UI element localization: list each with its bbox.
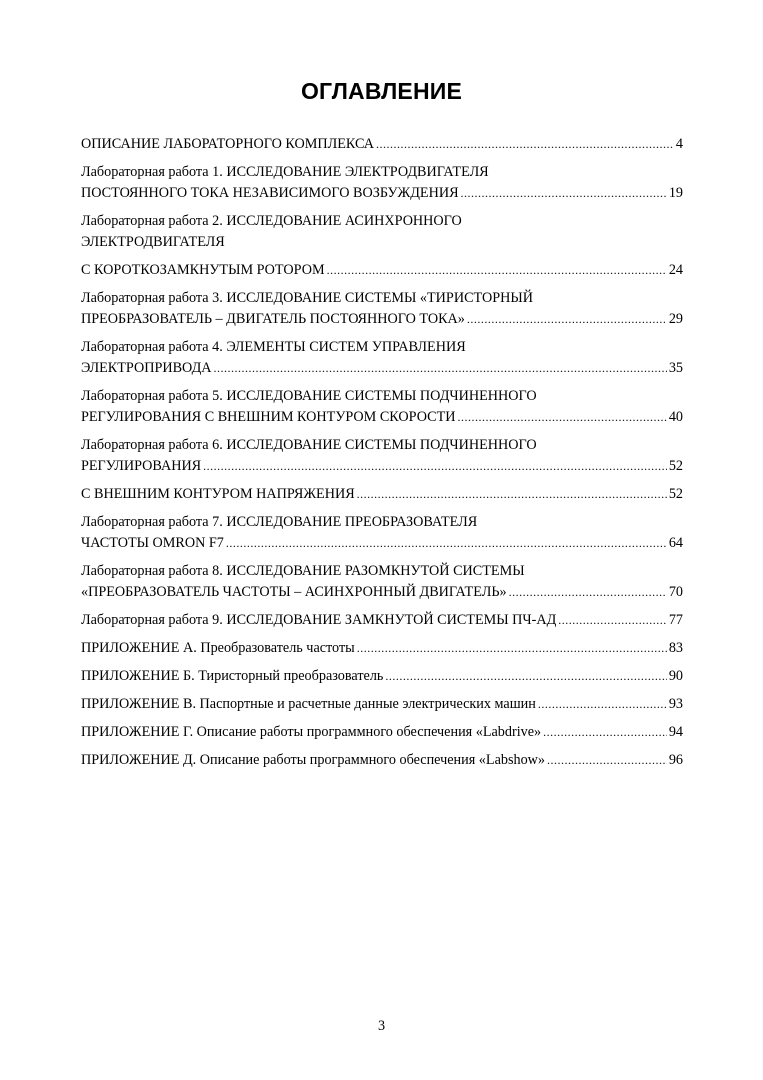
toc-entry[interactable] <box>81 484 683 505</box>
toc-entry-line <box>81 750 683 771</box>
toc-entry-text: Лабораторная работа 9. ИССЛЕДОВАНИЕ ЗАМКНУТОЙ СИСТЕМЫ ПЧ-АД <box>81 612 557 628</box>
toc-entry-line <box>81 484 683 505</box>
toc-entry-line <box>81 638 683 659</box>
page-number: 3 <box>377 1018 386 1034</box>
toc-entry-line <box>81 288 683 309</box>
toc-entry-text: С ВНЕШНИМ КОНТУРОМ НАПРЯЖЕНИЯ <box>81 486 355 502</box>
toc-entry[interactable] <box>81 162 683 204</box>
toc-entry-line <box>81 694 683 715</box>
toc-entry-line <box>81 232 683 253</box>
toc-entry[interactable] <box>81 260 683 281</box>
toc-entry-line <box>81 610 683 631</box>
toc-entry-text: «ПРЕОБРАЗОВАТЕЛЬ ЧАСТОТЫ – АСИНХРОННЫЙ ДВИГАТЕЛЬ» <box>81 584 507 600</box>
toc-entry-line <box>81 386 683 407</box>
dot-leader <box>509 582 667 603</box>
toc-entry-text: ПРИЛОЖЕНИЕ Б. Тиристорный преобразователь <box>81 668 384 684</box>
toc-page-number: 35 <box>668 360 683 376</box>
toc-entry[interactable] <box>81 512 683 554</box>
dot-leader <box>376 134 674 155</box>
toc-page-number: 64 <box>668 535 683 551</box>
toc-entry-text: Лабораторная работа 1. ИССЛЕДОВАНИЕ ЭЛЕКТРОДВИГАТЕЛЯ <box>81 164 489 180</box>
toc-entry-text: ЧАСТОТЫ OMRON F7 <box>81 535 224 551</box>
toc-entry-line <box>81 533 683 554</box>
dot-leader <box>458 407 667 428</box>
toc-entry-text: ПРИЛОЖЕНИЕ А. Преобразователь частоты <box>81 640 355 656</box>
toc-entry-line <box>81 337 683 358</box>
toc-entry-line <box>81 407 683 428</box>
dot-leader <box>327 260 667 281</box>
dot-leader <box>214 358 667 379</box>
toc-page-number: 40 <box>668 409 683 425</box>
toc-entry-text: Лабораторная работа 6. ИССЛЕДОВАНИЕ СИСТЕМЫ ПОДЧИНЕННОГО <box>81 437 537 453</box>
toc-entry-line <box>81 183 683 204</box>
toc-page-number: 4 <box>675 136 683 152</box>
toc-entry-text: Лабораторная работа 8. ИССЛЕДОВАНИЕ РАЗОМКНУТОЙ СИСТЕМЫ <box>81 563 525 579</box>
toc-entry-text: РЕГУЛИРОВАНИЯ <box>81 458 202 474</box>
toc-entry-text: РЕГУЛИРОВАНИЯ С ВНЕШНИМ КОНТУРОМ СКОРОСТИ <box>81 409 456 425</box>
toc-entry[interactable] <box>81 722 683 743</box>
dot-leader <box>203 456 667 477</box>
toc-page-number: 29 <box>668 311 683 327</box>
toc-page-number: 96 <box>668 752 683 768</box>
dot-leader <box>543 722 667 743</box>
toc-entry-line <box>81 358 683 379</box>
toc-entry-text: ЭЛЕКТРОДВИГАТЕЛЯ <box>81 234 225 250</box>
toc-entry-text: ПРИЛОЖЕНИЕ Д. Описание работы программного обеспечения «Labshow» <box>81 752 546 768</box>
dot-leader <box>385 666 666 687</box>
toc-entry-text: ПРИЛОЖЕНИЕ В. Паспортные и расчетные данные электрических машин <box>81 696 536 712</box>
toc-entry-text: ПОСТОЯННОГО ТОКА НЕЗАВИСИМОГО ВОЗБУЖДЕНИЯ <box>81 185 459 201</box>
toc-page-number: 83 <box>668 640 683 656</box>
toc-entry-text: Лабораторная работа 3. ИССЛЕДОВАНИЕ СИСТЕМЫ «ТИРИСТОРНЫЙ <box>81 290 534 306</box>
toc-entry-line <box>81 456 683 477</box>
toc-entry-line <box>81 561 683 582</box>
toc-entry-line <box>81 260 683 281</box>
toc-page-number: 52 <box>668 486 683 502</box>
dot-leader <box>226 533 667 554</box>
toc-entry-line <box>81 582 683 603</box>
toc-entry-line <box>81 435 683 456</box>
toc-entry-text: ОПИСАНИЕ ЛАБОРАТОРНОГО КОМПЛЕКСА <box>81 136 375 152</box>
toc-page-number: 77 <box>668 612 683 628</box>
page-title: ОГЛАВЛЕНИЕ <box>300 78 463 104</box>
toc-entry-text: Лабораторная работа 7. ИССЛЕДОВАНИЕ ПРЕОБРАЗОВАТЕЛЯ <box>81 514 478 530</box>
toc-entry-text: ПРИЛОЖЕНИЕ Г. Описание работы программного обеспечения «Labdrive» <box>81 724 542 740</box>
toc-entry-line <box>81 162 683 183</box>
toc-entry-line <box>81 309 683 330</box>
toc-entry-line <box>81 666 683 687</box>
toc-page-number: 24 <box>668 262 683 278</box>
dot-leader <box>357 484 667 505</box>
toc-entry-line <box>81 512 683 533</box>
toc-entry[interactable] <box>81 666 683 687</box>
toc-entry-text: Лабораторная работа 4. ЭЛЕМЕНТЫ СИСТЕМ УПРАВЛЕНИЯ <box>81 339 466 355</box>
toc-entry[interactable] <box>81 694 683 715</box>
toc-entry[interactable] <box>81 337 683 379</box>
toc-entry[interactable] <box>81 561 683 603</box>
toc-entry[interactable] <box>81 610 683 631</box>
dot-leader <box>461 183 667 204</box>
toc-page-number: 19 <box>668 185 683 201</box>
dot-leader <box>538 694 667 715</box>
toc-entry[interactable] <box>81 638 683 659</box>
dot-leader <box>467 309 667 330</box>
toc-page-number: 52 <box>668 458 683 474</box>
toc-entry[interactable] <box>81 435 683 477</box>
toc-entry-text: Лабораторная работа 2. ИССЛЕДОВАНИЕ АСИНХРОННОГО <box>81 213 462 229</box>
dot-leader <box>357 638 667 659</box>
toc-entry-text: ПРЕОБРАЗОВАТЕЛЬ – ДВИГАТЕЛЬ ПОСТОЯННОГО ТОКА» <box>81 311 465 327</box>
toc-page-number: 94 <box>668 724 683 740</box>
toc-entry-text: Лабораторная работа 5. ИССЛЕДОВАНИЕ СИСТЕМЫ ПОДЧИНЕННОГО <box>81 388 537 404</box>
dot-leader <box>558 610 667 631</box>
toc-entry[interactable] <box>81 288 683 330</box>
toc-entry-line <box>81 134 683 155</box>
toc-entry[interactable] <box>81 386 683 428</box>
toc-page-number: 90 <box>668 668 683 684</box>
toc-page-number: 93 <box>668 696 683 712</box>
toc-entry-text: ЭЛЕКТРОПРИВОДА <box>81 360 212 376</box>
toc-entry[interactable] <box>81 211 683 253</box>
toc-entry[interactable] <box>81 750 683 771</box>
toc-entry-line <box>81 211 683 232</box>
dot-leader <box>547 750 667 771</box>
table-of-contents <box>81 134 683 771</box>
toc-page-number: 70 <box>668 584 683 600</box>
toc-entry-line <box>81 722 683 743</box>
toc-entry-text: С КОРОТКОЗАМКНУТЫМ РОТОРОМ <box>81 262 325 278</box>
toc-entry[interactable] <box>81 134 683 155</box>
